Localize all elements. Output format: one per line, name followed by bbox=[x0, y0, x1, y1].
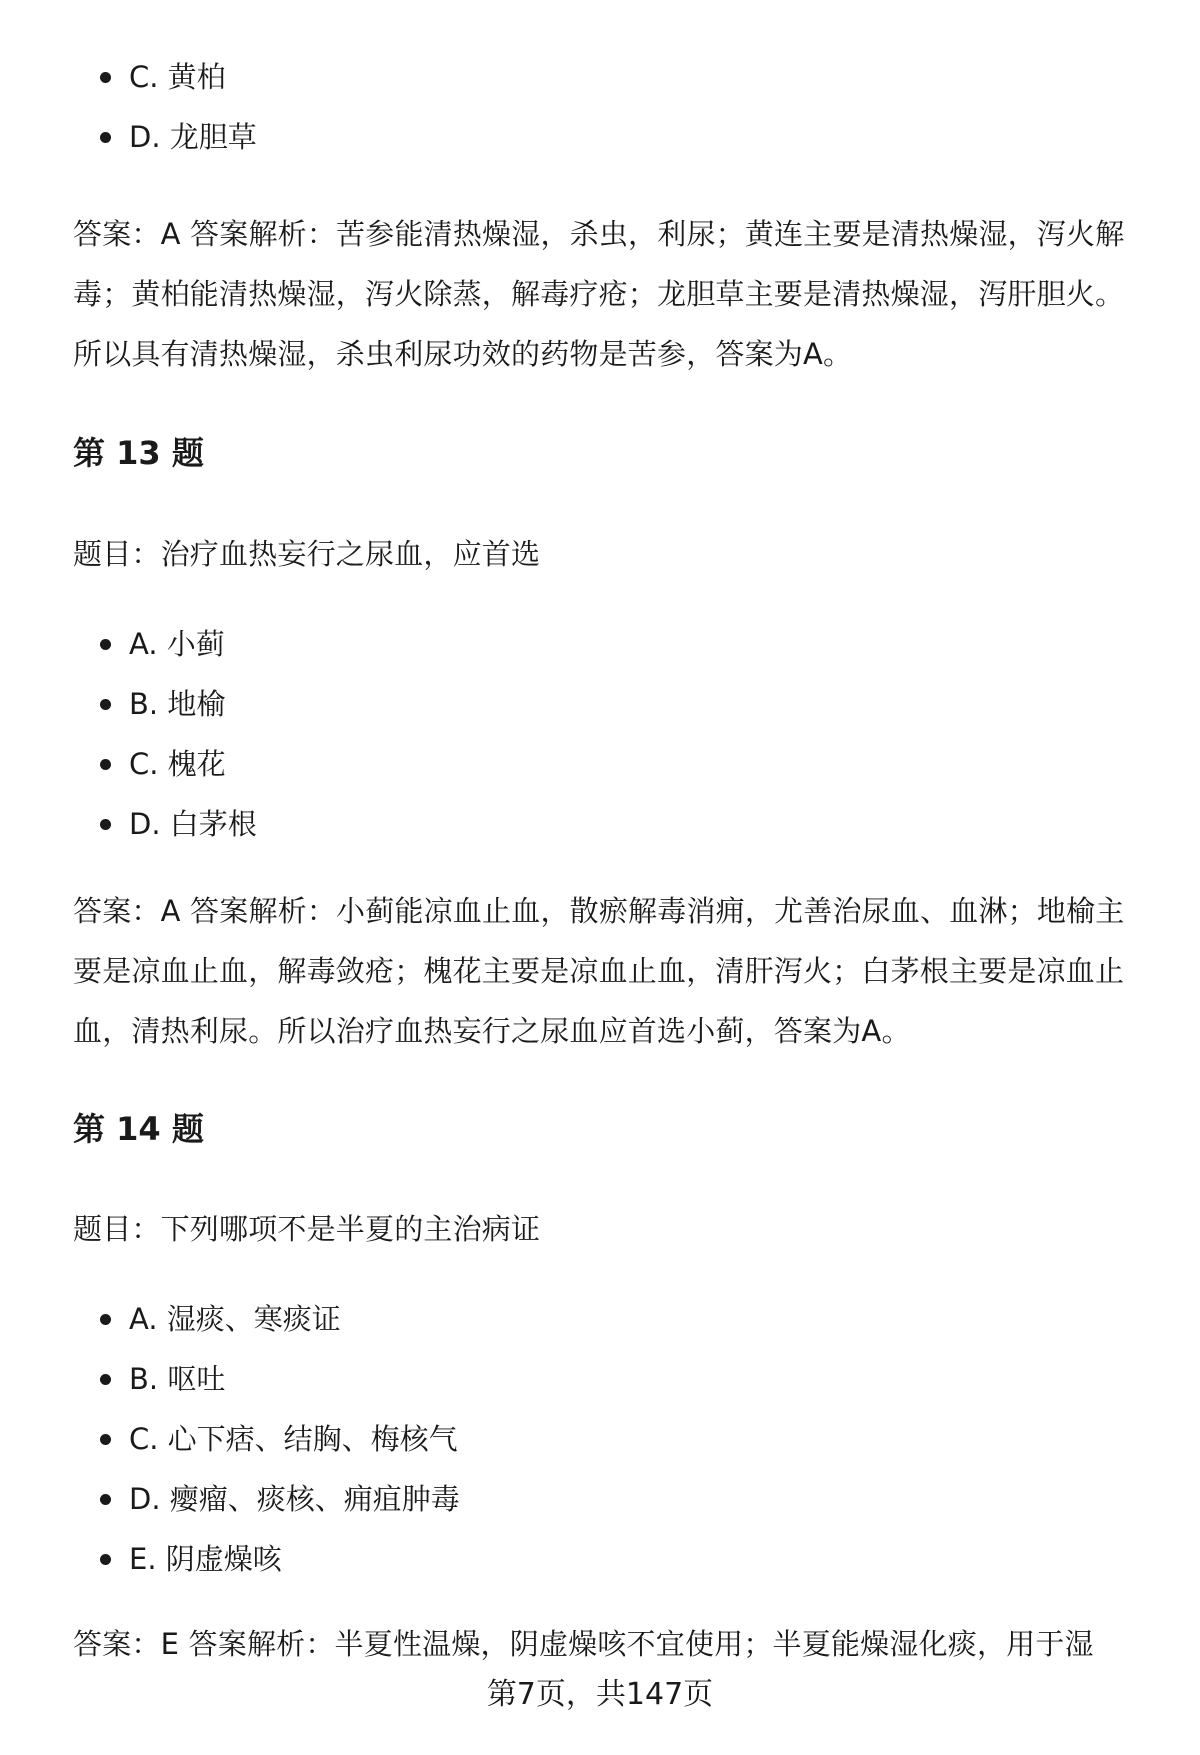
option-item bbox=[73, 1529, 1143, 1589]
option-item bbox=[73, 674, 1143, 734]
answer-line: 答案：E 答案解析：半夏性温燥，阴虚燥咳不宜使用；半夏能燥湿化痰，用于湿 bbox=[73, 1627, 1094, 1661]
question-14-answer bbox=[73, 1614, 1143, 1674]
answer-line: 要是凉血止血，解毒敛疮；槐花主要是凉血止血，清肝泻火；白茅根主要是凉血止 bbox=[73, 954, 1125, 988]
option-label: B. 呕吐 bbox=[129, 1362, 226, 1396]
answer-line: 所以具有清热燥湿，杀虫利尿功效的药物是苦参，答案为A。 bbox=[73, 337, 853, 371]
option-label: D. 瘿瘤、痰核、痈疽肿毒 bbox=[129, 1482, 460, 1516]
bullet-icon bbox=[100, 1314, 111, 1325]
option-label: A. 湿痰、寒痰证 bbox=[129, 1302, 341, 1336]
option-item bbox=[73, 47, 1143, 107]
bullet-icon bbox=[100, 1494, 111, 1505]
bullet-icon bbox=[100, 1554, 111, 1565]
question-13-stem: 题目：治疗血热妄行之尿血，应首选 bbox=[73, 537, 541, 571]
option-label: C. 心下痞、结胸、梅核气 bbox=[129, 1422, 458, 1456]
bullet-icon bbox=[100, 72, 111, 83]
answer-line: 血，清热利尿。所以治疗血热妄行之尿血应首选小蓟，答案为A。 bbox=[73, 1014, 911, 1048]
bullet-icon bbox=[100, 1374, 111, 1385]
option-item bbox=[73, 1349, 1143, 1409]
question-14-options bbox=[73, 1289, 1143, 1589]
option-label: A. 小蓟 bbox=[129, 627, 225, 661]
page-number: 第7页，共147页 bbox=[486, 1677, 714, 1712]
prev-question-answer bbox=[73, 204, 1143, 384]
question-14-stem: 题目：下列哪项不是半夏的主治病证 bbox=[73, 1212, 541, 1246]
question-13-answer bbox=[73, 881, 1143, 1061]
question-13-options bbox=[73, 614, 1143, 854]
option-item bbox=[73, 107, 1143, 167]
option-item bbox=[73, 1289, 1143, 1349]
answer-line: 答案：A 答案解析：苦参能清热燥湿，杀虫，利尿；黄连主要是清热燥湿，泻火解 bbox=[73, 217, 1125, 251]
option-label: B. 地榆 bbox=[129, 687, 226, 721]
option-item bbox=[73, 1469, 1143, 1529]
option-label: E. 阴虚燥咳 bbox=[129, 1542, 282, 1576]
option-label: C. 槐花 bbox=[129, 747, 226, 781]
bullet-icon bbox=[100, 759, 111, 770]
question-13-title: 第 13 题 bbox=[73, 434, 204, 472]
option-label: C. 黄柏 bbox=[129, 60, 226, 94]
option-item bbox=[73, 614, 1143, 674]
question-14-title: 第 14 题 bbox=[73, 1110, 204, 1148]
bullet-icon bbox=[100, 639, 111, 650]
bullet-icon bbox=[100, 1434, 111, 1445]
prev-question-options bbox=[73, 47, 1143, 167]
bullet-icon bbox=[100, 819, 111, 830]
option-label: D. 白茅根 bbox=[129, 807, 257, 841]
answer-line: 毒；黄柏能清热燥湿，泻火除蒸，解毒疗疮；龙胆草主要是清热燥湿，泻肝胆火。 bbox=[73, 277, 1125, 311]
answer-line: 答案：A 答案解析：小蓟能凉血止血，散瘀解毒消痈，尤善治尿血、血淋；地榆主 bbox=[73, 894, 1125, 928]
option-label: D. 龙胆草 bbox=[129, 120, 257, 154]
option-item bbox=[73, 1409, 1143, 1469]
option-item bbox=[73, 734, 1143, 794]
bullet-icon bbox=[100, 132, 111, 143]
bullet-icon bbox=[100, 699, 111, 710]
option-item bbox=[73, 794, 1143, 854]
